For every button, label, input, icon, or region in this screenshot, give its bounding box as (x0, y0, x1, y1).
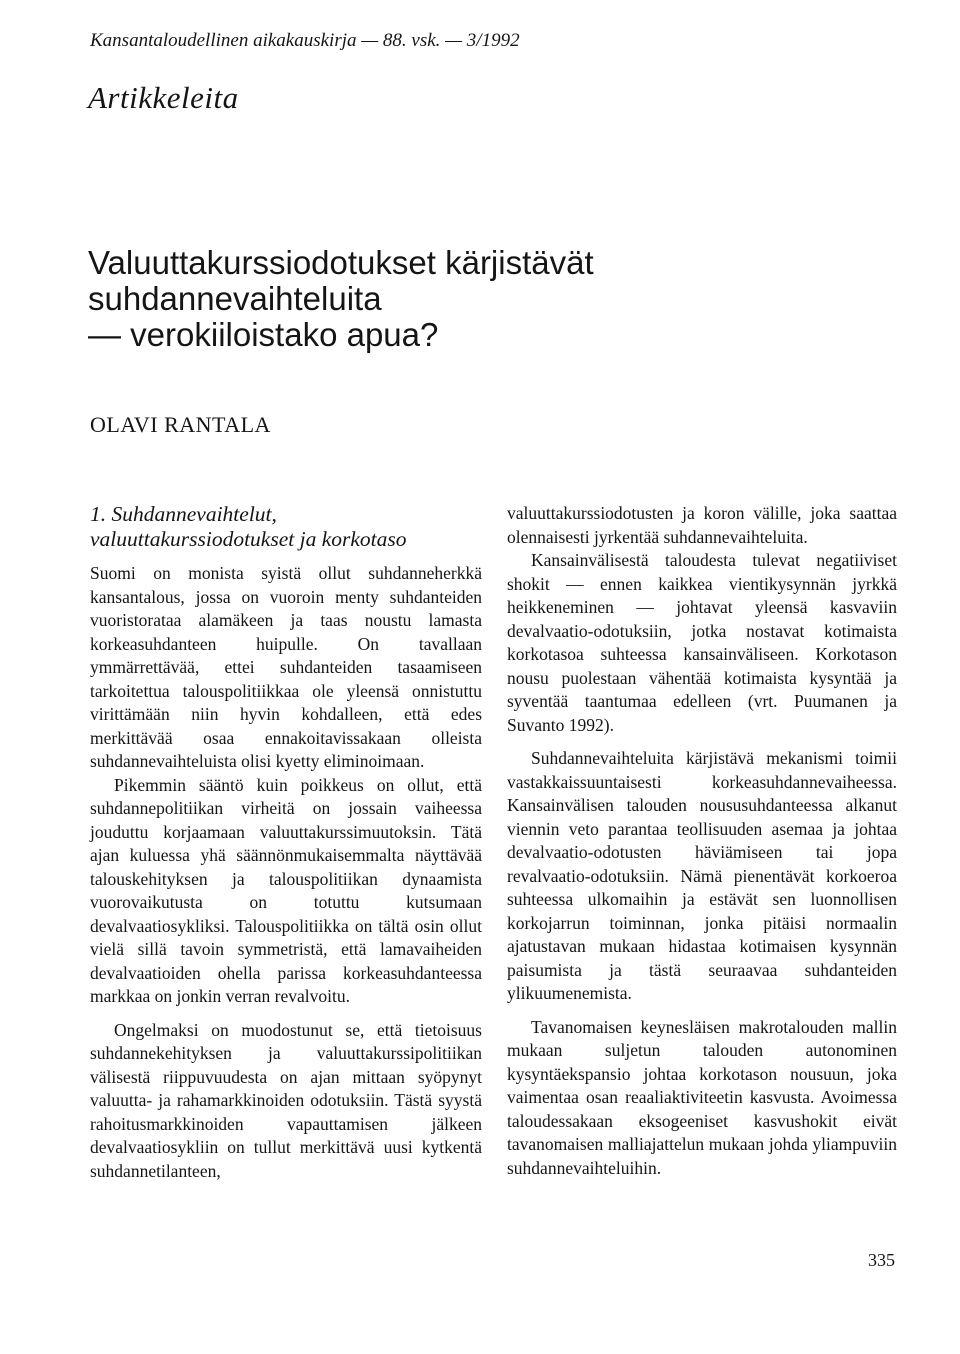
article-title-line-1: Valuuttakurssiodotukset kärjistävät (88, 244, 594, 281)
page-number: 335 (868, 1250, 895, 1270)
body-paragraph: Suhdannevaihteluita kärjistävä mekanismi toimii vastakkaissuuntaisesti korkeasuhdannevaiheessa. Kansainvälisen talouden noususuhdanteessa alkanut viennin veto parantaa teollisuuden asemaa ja johtaa devalvaatio-odotusten häviämiseen tai jopa revalvaatio-odotuksiin. Nämä pienentävät korkoeroa suhteessa ulkomaihin ja estävät sen luonnollisen korkojarrun toiminnan, jonka pitäisi normaalin ajatustavan mukaan hidastaa kotimaisen kysynnän paisumista ja tästä seuraavaa suhdanteiden ylikuumenemista. (507, 748, 897, 1003)
author-name: OLAVI RANTALA (90, 412, 271, 437)
article-title (88, 245, 594, 353)
body-paragraph: Pikemmin sääntö kuin poikkeus on ollut, että suhdannepolitiikan virheitä on jossain vaiheessa jouduttu korjaamaan valuuttakurssimuutoksin. Tätä ajan kuluessa yhä säännönmukaisemmalta näyttävää talouskehityksen ja talouspolitiikan dynaamista vuorovaikutusta on totuttu kutsumaan devalvaatiosykliksi. Talouspolitiikka on tältä osin ollut vielä sillä tavoin symmetristä, että lamavaiheiden devalvaatioiden ohella parissa korkeasuhdanteessa markkaa on jonkin verran revalvoitu. (90, 774, 482, 1006)
body-paragraph: Ongelmaksi on muodostunut se, että tietoisuus suhdannekehityksen ja valuuttakurssipolitiikan välisestä riippuvuudesta on ajan mittaan syöpynyt valuutta- ja rahamarkkinoiden odotuksiin. Tästä syystä rahoitusmarkkinoiden vapauttamisen jälkeen devalvaatiosykliin on tullut merkittävä uusi kytkentä suhdannetilanteen, (90, 1019, 482, 1181)
left-column (90, 502, 482, 1183)
article-title-line-3: — verokiiloistako apua? (88, 316, 439, 353)
section-title: Artikkeleita (88, 80, 239, 115)
body-paragraph: Suomi on monista syistä ollut suhdanneherkkä kansantalous, jossa on vuoroin menty suhdanteiden vuoristorataa alamäkeen ja taas noustu lamasta korkeasuhdanteen huipulle. On tavallaan ymmärrettävää, ettei suhdanteiden tasaamiseen tarkoitettua talouspolitiikkaa ole yleensä onnistuttu virittämään niin hyvin kohdalleen, että edes merkittävää osaa ennakoitavissakaan olleista suhdannevaihteluista olisi kyetty eliminoimaan. (90, 563, 482, 771)
article-title-line-2: suhdannevaihteluita (88, 280, 382, 317)
journal-header: Kansantaloudellinen aikakauskirja — 88. vsk. — 3/1992 (90, 30, 520, 51)
body-paragraph: Tavanomaisen keynesläisen makrotalouden mallin mukaan suljetun talouden autonominen kysyntäekspansio johtaa korkotason nousuun, joka vaimentaa osan reaaliaktiviteetin kasvusta. Avoimessa taloudessakaan eksogeeniset kasvushokit eivät tavanomaisen malliajattelun mukaan johda yliampuviin suhdannevaihteluihin. (507, 1016, 897, 1178)
body-paragraph: Kansainvälisestä taloudesta tulevat negatiiviset shokit — ennen kaikkea vientikysynnän jyrkkä heikkeneminen — johtavat yleensä kasvaviin devalvaatio-odotuksiin, jotka nostavat kotimaista korkotasoa suhteessa kansainväliseen. Korkotason nousu puolestaan vähentää kotimaista kysyntää ja syventää taantumaa edelleen (vrt. Puumanen ja Suvanto 1992). (507, 550, 897, 735)
section-subheading: 1. Suhdannevaihtelut, valuuttakurssiodotukset ja korkotaso (90, 502, 407, 551)
right-column (507, 502, 897, 1180)
body-paragraph: valuuttakurssiodotusten ja koron välille, joka saattaa olennaisesti jyrkentää suhdannevaihteluita. (507, 503, 897, 547)
